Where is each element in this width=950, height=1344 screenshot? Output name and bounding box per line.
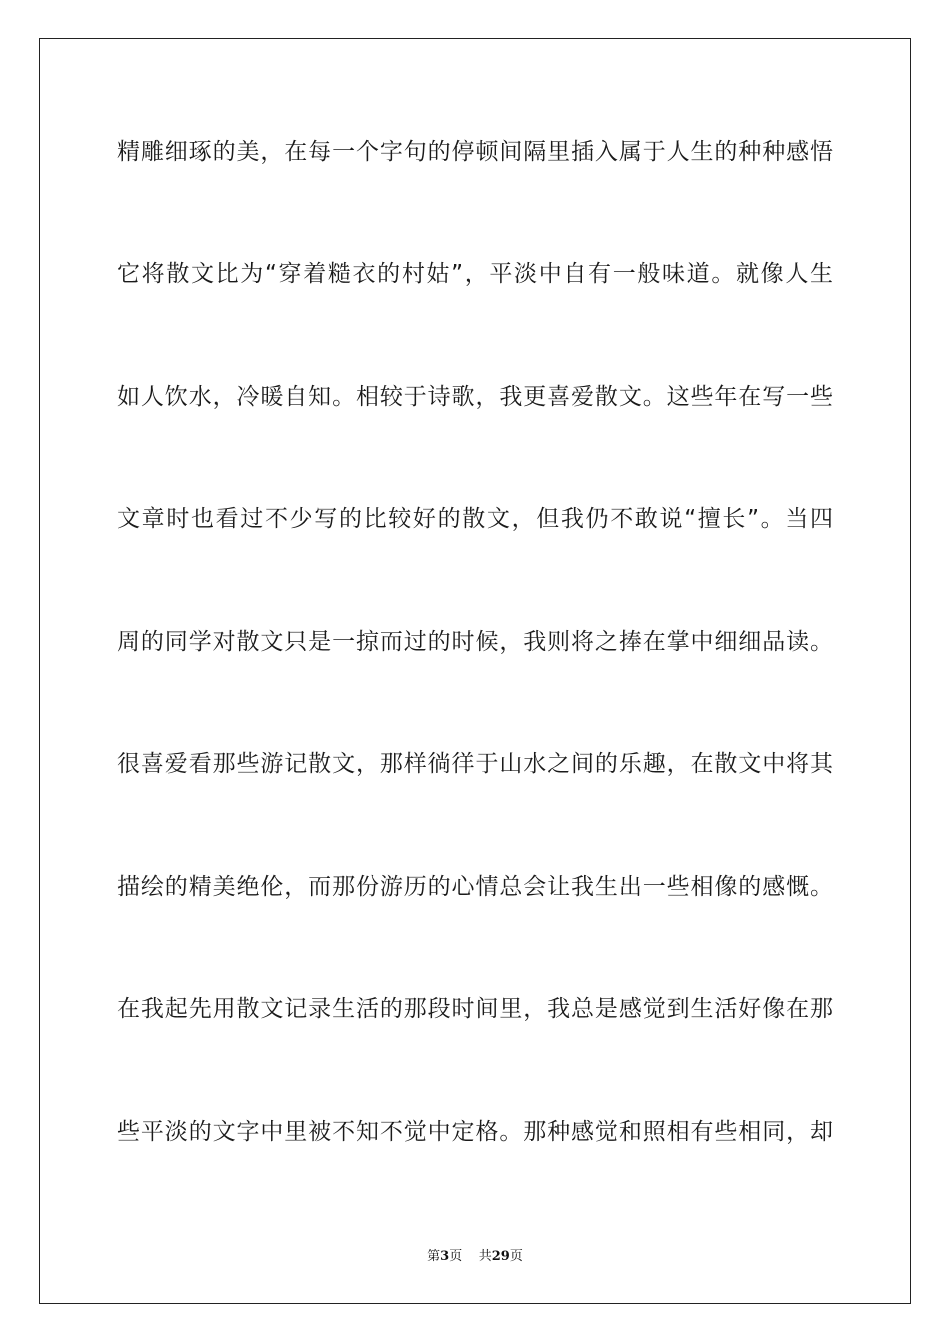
text-line-2: 它将散文比为“穿着糙衣的村姑”，平淡中自有一般味道。就像人生 — [117, 261, 833, 287]
page-border — [39, 38, 911, 1304]
text-line-3: 如人饮水，冷暖自知。相较于诗歌，我更喜爱散文。这些年在写一些 — [117, 384, 833, 410]
text-line-5: 周的同学对散文只是一掠而过的时候，我则将之捧在掌中细细品读。 — [117, 629, 833, 655]
total-prefix: 共 — [478, 1249, 492, 1264]
page-suffix: 页 — [449, 1249, 463, 1264]
total-suffix: 页 — [509, 1249, 523, 1264]
text-line-4: 文章时也看过不少写的比较好的散文，但我仍不敢说“擅长”。当四 — [117, 506, 833, 532]
page-number: 3 — [440, 1249, 450, 1264]
text-line-7: 描绘的精美绝伦，而那份游历的心情总会让我生出一些相像的感慨。 — [117, 874, 833, 900]
text-line-6: 很喜爱看那些游记散文，那样徜徉于山水之间的乐趣，在散文中将其 — [117, 751, 833, 777]
page-footer — [0, 1248, 950, 1266]
total-pages: 29 — [491, 1249, 510, 1264]
page-prefix: 第 — [427, 1249, 441, 1264]
text-line-1: 精雕细琢的美，在每一个字句的停顿间隔里插入属于人生的种种感悟 — [117, 139, 833, 165]
text-line-8: 在我起先用散文记录生活的那段时间里，我总是感觉到生活好像在那 — [117, 996, 833, 1022]
text-line-9: 些平淡的文字中里被不知不觉中定格。那种感觉和照相有些相同，却 — [117, 1119, 833, 1145]
